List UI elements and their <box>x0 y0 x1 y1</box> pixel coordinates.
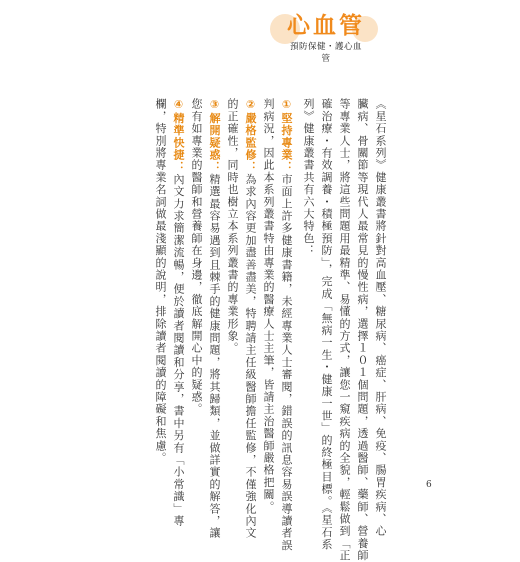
page-title: 心血管 <box>287 13 365 39</box>
feature-column-4 <box>172 98 184 527</box>
feature-text: 精選最容易遇到且棘手的健康問題，將其歸類，並做詳實的解答，讓 <box>208 173 221 540</box>
feature-column-1b: 判病況，因此本系列叢書特由專業的醫療人士主筆，皆請主治醫師嚴格把關。 <box>262 98 275 513</box>
feature-heading: ③解開疑惑： <box>208 98 221 174</box>
text-column-5: 列》健康叢書共有六大特色： <box>302 98 315 257</box>
feature-text: 為求內容更加盡善盡美，特聘請主任級醫師擔任監修，不僅強化內文 <box>244 173 257 540</box>
feature-heading: ④精準快捷： <box>172 98 185 174</box>
text-column-1: 《星石系列》健康叢書將針對高血壓、糖尿病、癌症、肝病、免疫、腸胃疾病、心 <box>374 98 387 538</box>
feature-column-4b: 欄，特別將專業名詞做最淺顯的說明，排除讀者閱讀的障礙和焦慮。 <box>154 98 167 464</box>
feature-heading: ②嚴格監修： <box>244 98 257 174</box>
text-column-4: 確治療・有效調養・積極預防」，完成「無病一生・健康一世」的終極目標。《星石系 <box>320 98 333 551</box>
text-column-2: 臟病、骨關節等現代人最常見的慢性病，選擇１０１個問題，透過醫師、藥師、營養師 <box>356 98 369 562</box>
page-subtitle: 預防保健・護心血管 <box>289 42 362 64</box>
feature-column-3b: 您有如專業的醫師和營養師在身邊，徹底解開心中的疑惑。 <box>190 98 203 416</box>
feature-text: 市面上許多健康書籍，未經專業人士審閱，錯誤的訊息容易誤導讀者誤 <box>280 173 293 552</box>
feature-column-2 <box>244 98 256 539</box>
feature-text: 內文力求簡潔流暢，便於讀者閱讀和分享，書中另有「小常識」專 <box>172 173 185 528</box>
feature-column-1 <box>280 98 292 551</box>
feature-column-2b: 的正確性，同時也樹立本系列叢書的專業形象。 <box>226 98 239 355</box>
page-number: 6 <box>426 480 432 490</box>
feature-heading: ①堅持專業： <box>280 98 293 174</box>
feature-column-3 <box>208 98 220 539</box>
text-column-3: 等專業人士，將這些問題用最精準、易懂的方式，讓您一窺疾病的全貌，輕鬆做到「正 <box>338 98 351 562</box>
